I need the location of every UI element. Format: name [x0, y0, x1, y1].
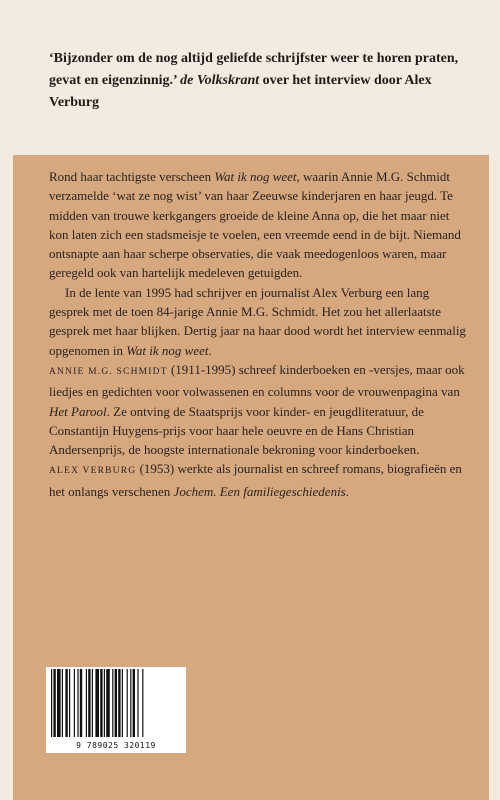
author-bio-schmidt [49, 360, 469, 459]
barcode-bar [88, 669, 90, 737]
quote-section [0, 0, 500, 155]
newspaper-name: Het Parool [49, 403, 107, 419]
barcode-bar [118, 669, 120, 737]
barcode-bar [115, 669, 117, 737]
blurb-p1-text-a: Rond haar tachtigste verscheen [49, 169, 215, 184]
verburg-book-title: Jochem. Een familiegeschiedenis [173, 483, 346, 499]
author-name-schmidt: ANNIE M.G. SCHMIDT [49, 366, 168, 377]
barcode-bar [100, 669, 102, 737]
barcode-bar [62, 669, 63, 737]
barcode-bar [69, 669, 70, 737]
blurb-p2-text-b: . [208, 342, 212, 358]
barcode-bar [95, 669, 99, 737]
barcode-bar [133, 669, 135, 737]
isbn-number: 9 789025 320119 [76, 741, 156, 750]
author-bio-verburg [49, 459, 469, 501]
barcode-bar [142, 669, 143, 737]
blurb-p2-text-a: In de lente van 1995 had schrijver en journalist Alex Verburg een lang gesprek met de toen 84-jarige Annie M.G. Schmidt. Het zou het allerlaatste gesprek met haar blijken. Dertig jaar na haar dood wordt het interview eenmalig opgenomen in [49, 284, 466, 358]
barcode-bar [104, 669, 105, 737]
barcode-bar [86, 669, 87, 737]
bio-schmidt-text-a: (1911-1995) schreef kinderboeken en -versjes, maar ook liedjes en gedichten voor volwassenen en columns voor de vrouwenpagina van [49, 361, 465, 400]
quote-text: ‘Bijzonder om de nog altijd geliefde schrijfster weer te horen praten, gevat en eigenzinnig.’ [49, 51, 459, 88]
barcode-bar [137, 669, 138, 737]
book-title-ref-2: Wat ik nog weet [126, 342, 209, 358]
barcode-bars [49, 669, 183, 737]
barcode-bar [53, 669, 55, 737]
barcode-bar [106, 669, 110, 737]
barcode-bar [77, 669, 78, 737]
barcode-bar [112, 669, 113, 737]
isbn-barcode [46, 667, 186, 753]
barcode-bar [130, 669, 131, 737]
barcode-bar [80, 669, 82, 737]
bio-schmidt-text-b: . Ze ontving de Staatsprijs voor kinder- en jeugdliteratuur, de Constantijn Huygens-prijs voor haar hele oeuvre en de Hans Christian Andersenprijs, de hoogste internationale bekroning voor kinderboeken. [49, 403, 424, 458]
barcode-bar [57, 669, 61, 737]
bio-verburg-text-a: (1953) werkte als journalist en schreef romans, biografieën en het onlangs verschenen [49, 461, 462, 499]
quote-tail: over het interview door Alex Verburg [49, 73, 432, 110]
barcode-bar [51, 669, 52, 737]
blurb-p1-text-b: , waarin Annie M.G. Schmidt verzamelde ‘wat ze nog wist’ van haar Zeeuwse kinderjaren en haar jeugd. Te midden van trouwe kerkgangers groeide de kleine Anna op, die het maar niet kon laten zich een stadsmeisje te voelen, een vreemde eend in de bijt. Niemand ontsnapte aan haar scherpe observaties, die vaak meedogenloos waren, maar geregeld ook van hartelijk medeleven getuigden. [49, 169, 461, 281]
barcode-bar [92, 669, 93, 737]
barcode-bar [65, 669, 67, 737]
book-title-ref: Wat ik nog weet [214, 169, 297, 184]
press-quote [49, 48, 469, 114]
author-name-verburg: ALEX VERBURG [49, 466, 137, 477]
bio-verburg-text-b: . [345, 483, 349, 499]
barcode-bar [74, 669, 75, 737]
blurb-paragraph-2 [49, 283, 469, 360]
blurb-text [49, 167, 469, 501]
barcode-bar [122, 669, 123, 737]
barcode-bar [127, 669, 128, 737]
blurb-paragraph-1 [49, 167, 469, 283]
quote-source: de Volkskrant [180, 73, 260, 88]
